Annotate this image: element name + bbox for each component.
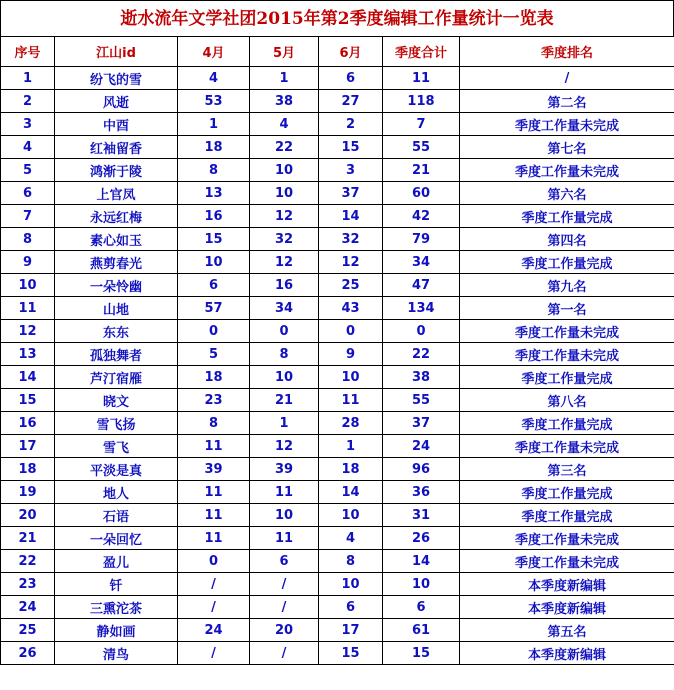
table-row bbox=[1, 90, 674, 113]
cell-index[interactable]: 4 bbox=[1, 136, 55, 159]
cell-april[interactable]: 24 bbox=[178, 619, 250, 642]
cell-index[interactable]: 9 bbox=[1, 251, 55, 274]
cell-may[interactable]: / bbox=[250, 642, 319, 665]
table-row bbox=[1, 343, 674, 366]
cell-quarter-rank[interactable]: 季度工作量完成 bbox=[460, 205, 674, 228]
cell-may[interactable]: 1 bbox=[250, 412, 319, 435]
cell-quarter-rank[interactable]: 本季度新编辑 bbox=[460, 642, 674, 665]
cell-april[interactable]: 11 bbox=[178, 435, 250, 458]
cell-quarter-rank[interactable]: 季度工作量未完成 bbox=[460, 320, 674, 343]
header-row bbox=[1, 37, 674, 67]
cell-quarter-total[interactable]: 134 bbox=[383, 297, 460, 320]
table-row bbox=[1, 573, 674, 596]
cell-id[interactable]: 芦汀宿雁 bbox=[55, 366, 178, 389]
cell-id[interactable]: 山地 bbox=[55, 297, 178, 320]
cell-index[interactable]: 20 bbox=[1, 504, 55, 527]
cell-june[interactable]: 27 bbox=[319, 90, 383, 113]
cell-april[interactable]: 39 bbox=[178, 458, 250, 481]
table-row bbox=[1, 251, 674, 274]
cell-may[interactable]: 11 bbox=[250, 527, 319, 550]
cell-april[interactable]: 8 bbox=[178, 159, 250, 182]
cell-june[interactable]: 10 bbox=[319, 504, 383, 527]
cell-quarter-rank[interactable]: 季度工作量未完成 bbox=[460, 113, 674, 136]
cell-may[interactable]: 16 bbox=[250, 274, 319, 297]
cell-june[interactable]: 17 bbox=[319, 619, 383, 642]
cell-quarter-total[interactable]: 21 bbox=[383, 159, 460, 182]
cell-index[interactable]: 5 bbox=[1, 159, 55, 182]
cell-may[interactable]: 34 bbox=[250, 297, 319, 320]
cell-quarter-total[interactable]: 34 bbox=[383, 251, 460, 274]
cell-id[interactable]: 雪飞 bbox=[55, 435, 178, 458]
cell-june[interactable]: 1 bbox=[319, 435, 383, 458]
header-quarter-total[interactable]: 季度合计 bbox=[383, 37, 460, 67]
table-row bbox=[1, 67, 674, 90]
cell-april[interactable]: 0 bbox=[178, 550, 250, 573]
cell-quarter-rank[interactable]: 第八名 bbox=[460, 389, 674, 412]
cell-june[interactable]: 14 bbox=[319, 205, 383, 228]
table-row bbox=[1, 412, 674, 435]
cell-quarter-total[interactable]: 42 bbox=[383, 205, 460, 228]
cell-june[interactable]: 8 bbox=[319, 550, 383, 573]
cell-quarter-total[interactable]: 55 bbox=[383, 389, 460, 412]
cell-quarter-total[interactable]: 55 bbox=[383, 136, 460, 159]
cell-quarter-total[interactable]: 36 bbox=[383, 481, 460, 504]
cell-quarter-rank[interactable]: / bbox=[460, 67, 674, 90]
cell-april[interactable]: 11 bbox=[178, 527, 250, 550]
cell-index[interactable]: 3 bbox=[1, 113, 55, 136]
cell-quarter-rank[interactable]: 本季度新编辑 bbox=[460, 596, 674, 619]
cell-quarter-total[interactable]: 47 bbox=[383, 274, 460, 297]
table-row bbox=[1, 389, 674, 412]
cell-april[interactable]: 8 bbox=[178, 412, 250, 435]
cell-quarter-total[interactable]: 0 bbox=[383, 320, 460, 343]
cell-id[interactable]: 盈儿 bbox=[55, 550, 178, 573]
cell-june[interactable]: 18 bbox=[319, 458, 383, 481]
cell-id[interactable]: 素心如玉 bbox=[55, 228, 178, 251]
cell-id[interactable]: 晓文 bbox=[55, 389, 178, 412]
cell-index[interactable]: 10 bbox=[1, 274, 55, 297]
cell-may[interactable]: 12 bbox=[250, 435, 319, 458]
header-quarter-rank[interactable]: 季度排名 bbox=[460, 37, 674, 67]
sheet-title: 逝水流年文学社团2015年第2季度编辑工作量统计一览表 bbox=[0, 0, 674, 36]
cell-may[interactable]: 11 bbox=[250, 481, 319, 504]
cell-id[interactable]: 上官凤 bbox=[55, 182, 178, 205]
header-id[interactable]: 江山id bbox=[55, 37, 178, 67]
cell-quarter-rank[interactable]: 第二名 bbox=[460, 90, 674, 113]
cell-may[interactable]: 38 bbox=[250, 90, 319, 113]
cell-id[interactable]: 三熏沱茶 bbox=[55, 596, 178, 619]
cell-quarter-total[interactable]: 37 bbox=[383, 412, 460, 435]
cell-june[interactable]: 12 bbox=[319, 251, 383, 274]
cell-index[interactable]: 12 bbox=[1, 320, 55, 343]
table-row bbox=[1, 320, 674, 343]
table-row bbox=[1, 274, 674, 297]
cell-id[interactable]: 平淡是真 bbox=[55, 458, 178, 481]
cell-quarter-rank[interactable]: 季度工作量完成 bbox=[460, 366, 674, 389]
cell-id[interactable]: 石语 bbox=[55, 504, 178, 527]
table-row bbox=[1, 527, 674, 550]
cell-may[interactable]: 10 bbox=[250, 182, 319, 205]
cell-id[interactable]: 地人 bbox=[55, 481, 178, 504]
cell-quarter-total[interactable]: 118 bbox=[383, 90, 460, 113]
cell-index[interactable]: 1 bbox=[1, 67, 55, 90]
cell-june[interactable]: 11 bbox=[319, 389, 383, 412]
cell-quarter-rank[interactable]: 第三名 bbox=[460, 458, 674, 481]
cell-quarter-total[interactable]: 24 bbox=[383, 435, 460, 458]
cell-june[interactable]: 9 bbox=[319, 343, 383, 366]
cell-id[interactable]: 纷飞的雪 bbox=[55, 67, 178, 90]
cell-quarter-rank[interactable]: 季度工作量未完成 bbox=[460, 343, 674, 366]
cell-quarter-total[interactable]: 96 bbox=[383, 458, 460, 481]
cell-quarter-total[interactable]: 14 bbox=[383, 550, 460, 573]
table-row bbox=[1, 550, 674, 573]
cell-id[interactable]: 中酉 bbox=[55, 113, 178, 136]
cell-june[interactable]: 10 bbox=[319, 366, 383, 389]
cell-quarter-rank[interactable]: 第九名 bbox=[460, 274, 674, 297]
cell-index[interactable]: 23 bbox=[1, 573, 55, 596]
cell-index[interactable]: 2 bbox=[1, 90, 55, 113]
table-row bbox=[1, 205, 674, 228]
cell-may[interactable]: 0 bbox=[250, 320, 319, 343]
cell-may[interactable]: 10 bbox=[250, 159, 319, 182]
cell-index[interactable]: 19 bbox=[1, 481, 55, 504]
cell-april[interactable]: 23 bbox=[178, 389, 250, 412]
cell-may[interactable]: 8 bbox=[250, 343, 319, 366]
cell-id[interactable]: 静如画 bbox=[55, 619, 178, 642]
cell-id[interactable]: 风逝 bbox=[55, 90, 178, 113]
cell-id[interactable]: 孤独舞者 bbox=[55, 343, 178, 366]
cell-id[interactable]: 东东 bbox=[55, 320, 178, 343]
cell-june[interactable]: 10 bbox=[319, 573, 383, 596]
cell-june[interactable]: 15 bbox=[319, 136, 383, 159]
cell-quarter-rank[interactable]: 第一名 bbox=[460, 297, 674, 320]
table-row bbox=[1, 366, 674, 389]
cell-id[interactable]: 一朵怜幽 bbox=[55, 274, 178, 297]
cell-may[interactable]: 39 bbox=[250, 458, 319, 481]
cell-quarter-rank[interactable]: 第五名 bbox=[460, 619, 674, 642]
cell-may[interactable]: 12 bbox=[250, 205, 319, 228]
table-row bbox=[1, 136, 674, 159]
cell-quarter-total[interactable]: 38 bbox=[383, 366, 460, 389]
cell-june[interactable]: 43 bbox=[319, 297, 383, 320]
cell-june[interactable]: 25 bbox=[319, 274, 383, 297]
cell-quarter-total[interactable]: 60 bbox=[383, 182, 460, 205]
cell-index[interactable]: 13 bbox=[1, 343, 55, 366]
cell-april[interactable]: 4 bbox=[178, 67, 250, 90]
table-row bbox=[1, 228, 674, 251]
cell-june[interactable]: 6 bbox=[319, 596, 383, 619]
cell-april[interactable]: 18 bbox=[178, 136, 250, 159]
cell-id[interactable]: 鸿渐于陵 bbox=[55, 159, 178, 182]
table-row bbox=[1, 297, 674, 320]
table-row bbox=[1, 596, 674, 619]
cell-may[interactable]: 22 bbox=[250, 136, 319, 159]
header-may[interactable]: 5月 bbox=[250, 37, 319, 67]
cell-april[interactable]: 11 bbox=[178, 481, 250, 504]
cell-june[interactable]: 6 bbox=[319, 67, 383, 90]
cell-june[interactable]: 28 bbox=[319, 412, 383, 435]
cell-june[interactable]: 4 bbox=[319, 527, 383, 550]
cell-april[interactable]: 13 bbox=[178, 182, 250, 205]
table-row bbox=[1, 182, 674, 205]
cell-index[interactable]: 11 bbox=[1, 297, 55, 320]
cell-may[interactable]: 1 bbox=[250, 67, 319, 90]
table-row bbox=[1, 619, 674, 642]
cell-index[interactable]: 8 bbox=[1, 228, 55, 251]
table-row bbox=[1, 504, 674, 527]
cell-june[interactable]: 37 bbox=[319, 182, 383, 205]
table-row bbox=[1, 458, 674, 481]
cell-quarter-total[interactable]: 22 bbox=[383, 343, 460, 366]
cell-quarter-rank[interactable]: 季度工作量完成 bbox=[460, 412, 674, 435]
cell-index[interactable]: 14 bbox=[1, 366, 55, 389]
cell-june[interactable]: 14 bbox=[319, 481, 383, 504]
cell-id[interactable]: 永远红梅 bbox=[55, 205, 178, 228]
cell-index[interactable]: 25 bbox=[1, 619, 55, 642]
cell-id[interactable]: 燕剪春光 bbox=[55, 251, 178, 274]
cell-quarter-total[interactable]: 7 bbox=[383, 113, 460, 136]
cell-quarter-total[interactable]: 26 bbox=[383, 527, 460, 550]
cell-quarter-total[interactable]: 31 bbox=[383, 504, 460, 527]
cell-index[interactable]: 21 bbox=[1, 527, 55, 550]
cell-april[interactable]: 16 bbox=[178, 205, 250, 228]
cell-quarter-total[interactable]: 61 bbox=[383, 619, 460, 642]
cell-may[interactable]: 32 bbox=[250, 228, 319, 251]
cell-april[interactable]: 53 bbox=[178, 90, 250, 113]
cell-id[interactable]: 一朵回忆 bbox=[55, 527, 178, 550]
cell-quarter-rank[interactable]: 第七名 bbox=[460, 136, 674, 159]
cell-index[interactable]: 17 bbox=[1, 435, 55, 458]
table-row bbox=[1, 113, 674, 136]
table-row bbox=[1, 435, 674, 458]
cell-june[interactable]: 2 bbox=[319, 113, 383, 136]
cell-june[interactable]: 32 bbox=[319, 228, 383, 251]
cell-index[interactable]: 26 bbox=[1, 642, 55, 665]
header-index[interactable]: 序号 bbox=[1, 37, 55, 67]
cell-june[interactable]: 3 bbox=[319, 159, 383, 182]
cell-april[interactable]: 10 bbox=[178, 251, 250, 274]
cell-index[interactable]: 24 bbox=[1, 596, 55, 619]
cell-quarter-rank[interactable]: 季度工作量未完成 bbox=[460, 550, 674, 573]
cell-april[interactable]: / bbox=[178, 596, 250, 619]
cell-quarter-rank[interactable]: 季度工作量未完成 bbox=[460, 159, 674, 182]
cell-may[interactable]: 12 bbox=[250, 251, 319, 274]
cell-quarter-total[interactable]: 79 bbox=[383, 228, 460, 251]
cell-april[interactable]: 18 bbox=[178, 366, 250, 389]
header-april[interactable]: 4月 bbox=[178, 37, 250, 67]
cell-may[interactable]: 10 bbox=[250, 504, 319, 527]
cell-april[interactable]: 0 bbox=[178, 320, 250, 343]
cell-may[interactable]: / bbox=[250, 596, 319, 619]
cell-quarter-rank[interactable]: 第六名 bbox=[460, 182, 674, 205]
cell-april[interactable]: 57 bbox=[178, 297, 250, 320]
cell-april[interactable]: / bbox=[178, 642, 250, 665]
cell-may[interactable]: 20 bbox=[250, 619, 319, 642]
stats-table bbox=[0, 36, 674, 665]
cell-quarter-rank[interactable]: 季度工作量完成 bbox=[460, 251, 674, 274]
cell-may[interactable]: 21 bbox=[250, 389, 319, 412]
cell-quarter-rank[interactable]: 季度工作量未完成 bbox=[460, 527, 674, 550]
table-row bbox=[1, 642, 674, 665]
cell-quarter-rank[interactable]: 季度工作量完成 bbox=[460, 481, 674, 504]
cell-quarter-total[interactable]: 15 bbox=[383, 642, 460, 665]
cell-id[interactable]: 钎 bbox=[55, 573, 178, 596]
cell-index[interactable]: 16 bbox=[1, 412, 55, 435]
cell-id[interactable]: 清鸟 bbox=[55, 642, 178, 665]
cell-index[interactable]: 15 bbox=[1, 389, 55, 412]
table-row bbox=[1, 159, 674, 182]
cell-april[interactable]: 6 bbox=[178, 274, 250, 297]
cell-quarter-total[interactable]: 6 bbox=[383, 596, 460, 619]
cell-quarter-rank[interactable]: 季度工作量完成 bbox=[460, 504, 674, 527]
cell-quarter-rank[interactable]: 本季度新编辑 bbox=[460, 573, 674, 596]
cell-june[interactable]: 0 bbox=[319, 320, 383, 343]
cell-index[interactable]: 6 bbox=[1, 182, 55, 205]
cell-may[interactable]: 4 bbox=[250, 113, 319, 136]
cell-quarter-rank[interactable]: 第四名 bbox=[460, 228, 674, 251]
cell-may[interactable]: 10 bbox=[250, 366, 319, 389]
cell-id[interactable]: 红袖留香 bbox=[55, 136, 178, 159]
cell-index[interactable]: 18 bbox=[1, 458, 55, 481]
cell-april[interactable]: 15 bbox=[178, 228, 250, 251]
header-june[interactable]: 6月 bbox=[319, 37, 383, 67]
cell-quarter-total[interactable]: 11 bbox=[383, 67, 460, 90]
cell-index[interactable]: 7 bbox=[1, 205, 55, 228]
cell-quarter-total[interactable]: 10 bbox=[383, 573, 460, 596]
cell-april[interactable]: 11 bbox=[178, 504, 250, 527]
cell-may[interactable]: 6 bbox=[250, 550, 319, 573]
cell-id[interactable]: 雪飞扬 bbox=[55, 412, 178, 435]
cell-quarter-rank[interactable]: 季度工作量未完成 bbox=[460, 435, 674, 458]
table-row bbox=[1, 481, 674, 504]
cell-may[interactable]: / bbox=[250, 573, 319, 596]
cell-april[interactable]: 1 bbox=[178, 113, 250, 136]
cell-april[interactable]: / bbox=[178, 573, 250, 596]
cell-index[interactable]: 22 bbox=[1, 550, 55, 573]
cell-april[interactable]: 5 bbox=[178, 343, 250, 366]
cell-june[interactable]: 15 bbox=[319, 642, 383, 665]
